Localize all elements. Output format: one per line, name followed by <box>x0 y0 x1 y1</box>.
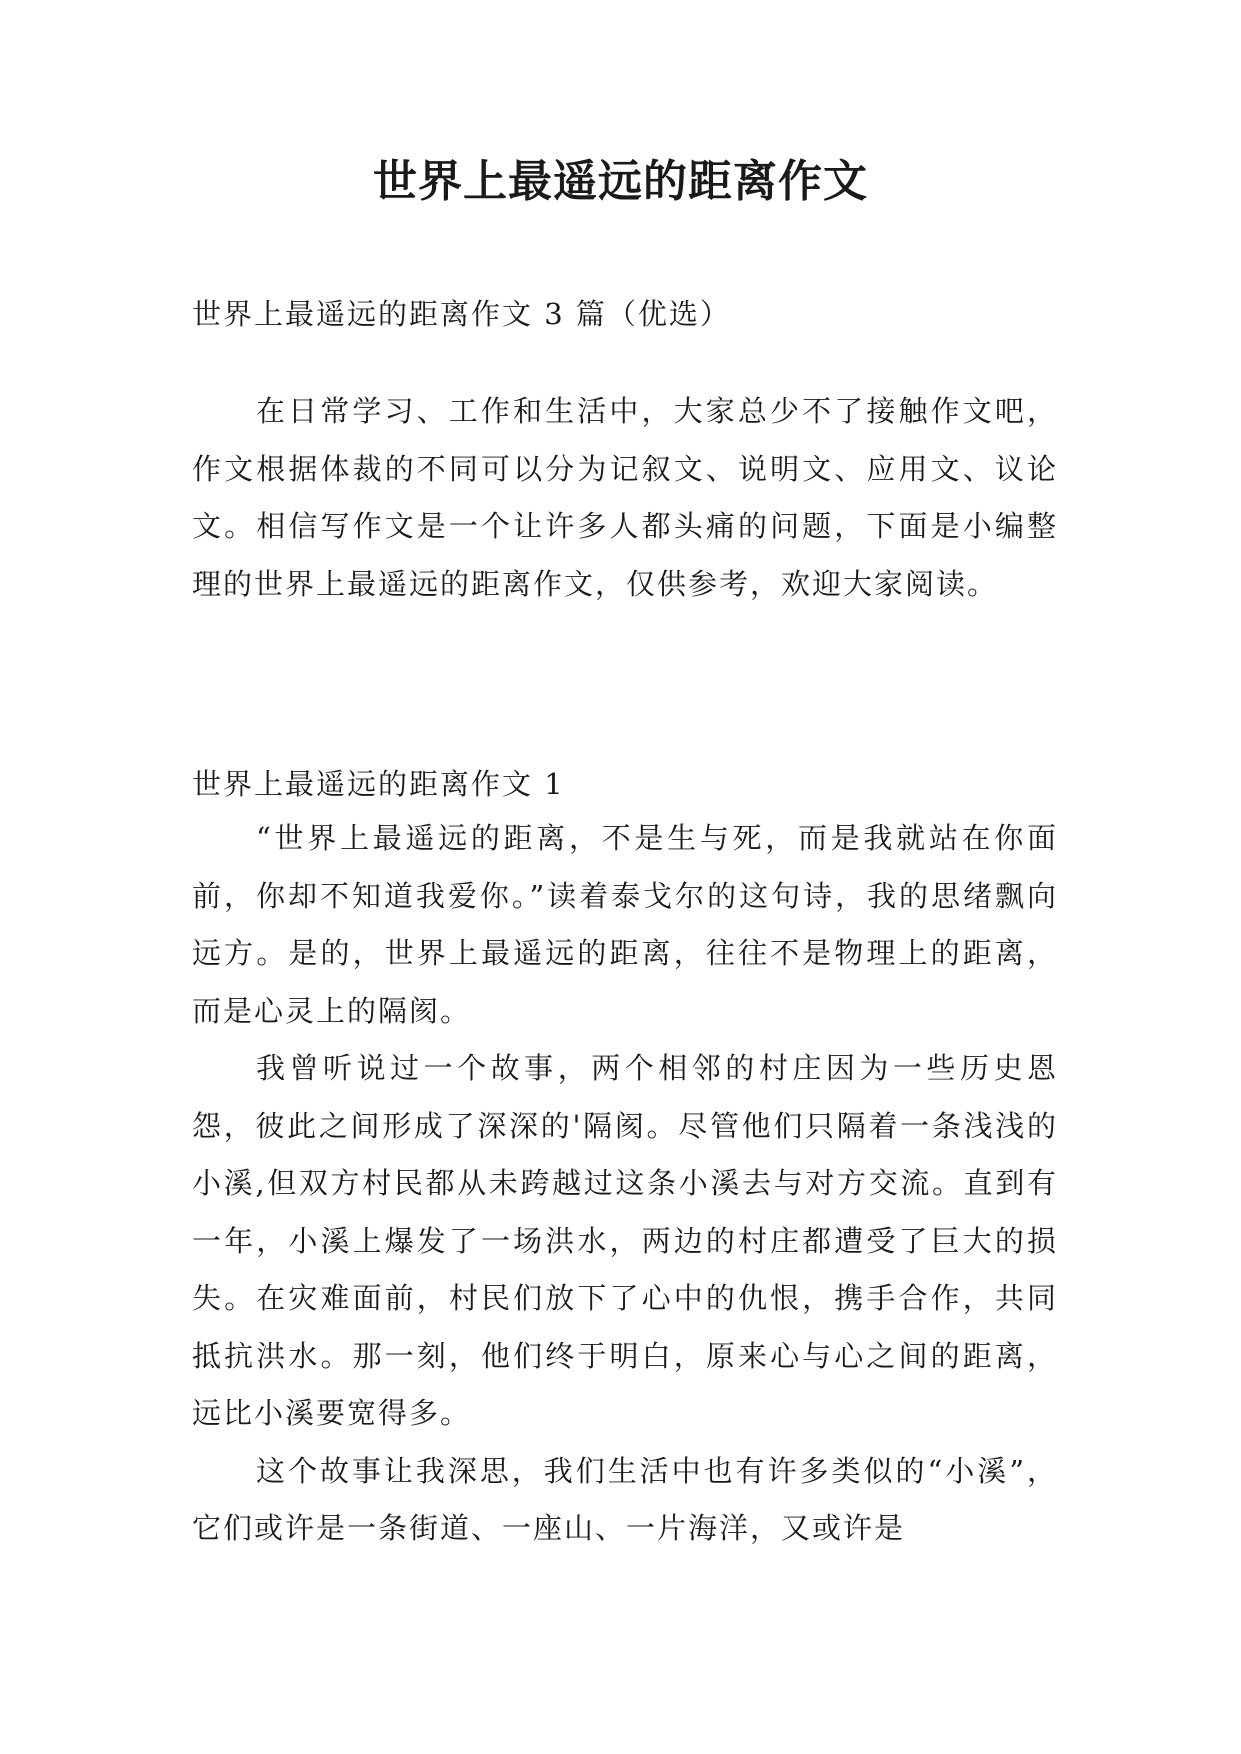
section-1-paragraph-2: 我曾听说过一个故事，两个相邻的村庄因为一些历史恩怨，彼此之间形成了深深的'隔阂。尽管他们只隔着一条浅浅的小溪,但双方村民都从未跨越过这条小溪去与对方交流。直到有一年，小溪上爆发了一场洪水，两边的村庄都遭受了巨大的损失。在灾难面前，村民们放下了心中的仇恨，携手合作，共同抵抗洪水。那一刻，他们终于明白，原来心与心之间的距离，远比小溪要宽得多。 <box>192 1051 1058 1430</box>
section-1-body <box>192 810 1058 1558</box>
document-subtitle: 世界上最遥远的距离作文 3 篇（优选） <box>192 297 731 331</box>
section-heading-1: 世界上最遥远的距离作文 1 <box>192 767 565 801</box>
section-1-paragraph-3: 这个故事让我深思，我们生活中也有许多类似的“小溪”，它们或许是一条街道、一座山、一片海洋，又或许是 <box>192 1453 1058 1545</box>
intro-paragraph: 在日常学习、工作和生活中，大家总少不了接触作文吧，作文根据体裁的不同可以分为记叙文、说明文、应用文、议论文。相信写作文是一个让许多人都头痛的问题，下面是小编整理的世界上最遥远的距离作文，仅供参考，欢迎大家阅读。 <box>192 394 1058 601</box>
section-1-paragraph-1: “世界上最遥远的距离，不是生与死，而是我就站在你面前，你却不知道我爱你。”读着泰戈尔的这句诗，我的思绪飘向远方。是的，世界上最遥远的距离，往往不是物理上的距离，而是心灵上的隔阂。 <box>192 821 1058 1028</box>
intro-block <box>192 383 1058 613</box>
document-title: 世界上最遥远的距离作文 <box>373 156 868 207</box>
